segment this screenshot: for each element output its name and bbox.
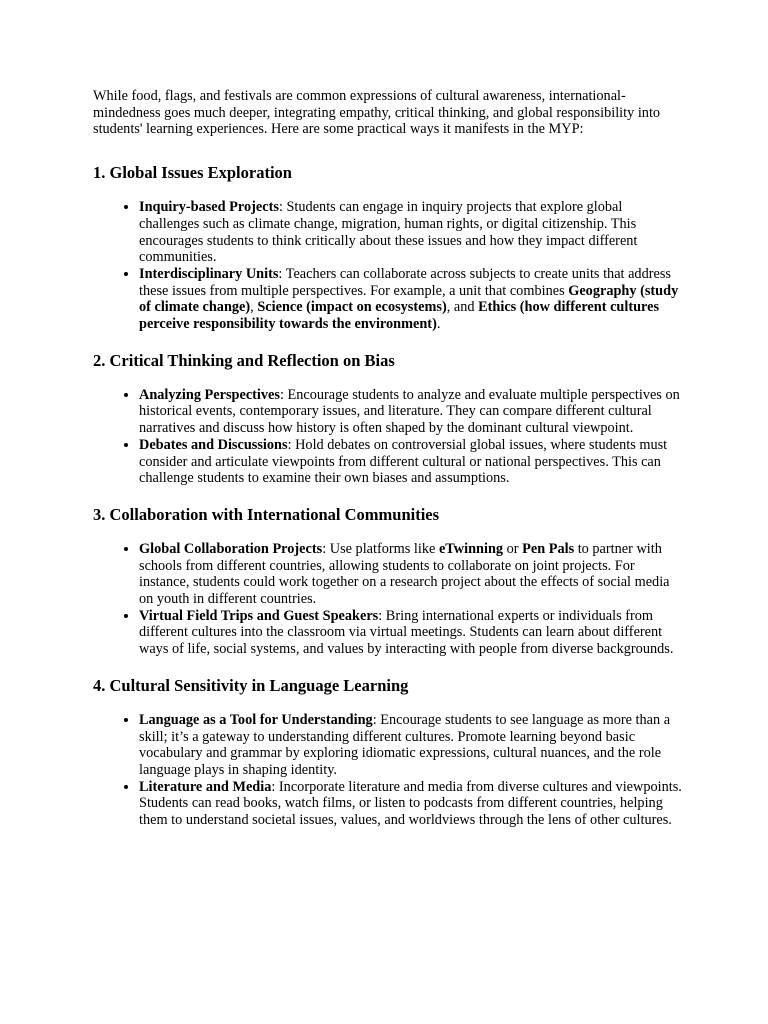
section-4-list: [93, 712, 683, 829]
list-item: [139, 437, 683, 487]
list-item-term: Interdisciplinary Units: [139, 265, 279, 282]
list-item-term: Inquiry-based Projects: [139, 199, 279, 216]
list-item-emphasis: Ethics (how different cultures perceive responsibility towards the environment): [139, 299, 660, 333]
list-item: [139, 387, 683, 437]
list-item-text: : Use platforms like: [322, 540, 439, 557]
list-item-term: Literature and Media: [139, 778, 272, 795]
list-item-text: to partner with schools from different countries, allowing students to collaborate on joint projects. For instance, students could work together on a research project about the effects of social media on youth in different countries.: [139, 540, 670, 608]
list-item-term: Global Collaboration Projects: [139, 540, 323, 557]
list-item-text: , and: [446, 299, 479, 316]
list-item: [139, 712, 683, 779]
list-item-term: Debates and Discussions: [139, 436, 288, 453]
section-1-list: [93, 199, 683, 333]
list-item-term: Language as a Tool for Understanding: [139, 711, 373, 728]
document-content: [93, 88, 683, 829]
section-3-heading: 3. Collaboration with International Communities: [93, 504, 440, 524]
list-item-text: : Bring international experts or individuals from different cultures into the classroom via virtual meetings. Students can learn about different ways of life, social systems, and values by interacting with people from diverse backgrounds.: [139, 607, 674, 658]
section-2-heading: 2. Critical Thinking and Reflection on Bias: [93, 350, 395, 370]
list-item: [139, 541, 683, 608]
list-item-text: or: [503, 540, 523, 557]
list-item: [139, 266, 683, 333]
list-item: [139, 199, 683, 266]
list-item-emphasis: Pen Pals: [522, 540, 575, 557]
list-item-emphasis: Science (impact on ecosystems): [257, 299, 447, 316]
list-item-text: .: [436, 316, 441, 333]
list-item-term: Analyzing Perspectives: [139, 386, 280, 403]
list-item-text: : Students can engage in inquiry projects that explore global challenges such as climate change, migration, human rights, or digital citizenship. This encourages students to think critically about these issues and how they impact different communities.: [139, 199, 638, 266]
list-item-text: ,: [250, 299, 258, 316]
list-item: [139, 608, 683, 658]
list-item-text: : Incorporate literature and media from diverse cultures and viewpoints. Students can read books, watch films, or listen to podcasts from different countries, helping them to understand societal issues, values, and worldviews through the lens of other cultures.: [139, 778, 682, 829]
intro-paragraph: While food, flags, and festivals are common expressions of cultural awareness, international-mindedness goes much deeper, integrating empathy, critical thinking, and global responsibility into students' learning experiences. Here are some practical ways it manifests in the MYP:: [93, 88, 661, 138]
section-3-list: [93, 541, 683, 658]
list-item-text: : Teachers can collaborate across subjects to create units that address these issues from multiple perspectives. For example, a unit that combines: [139, 265, 671, 299]
list-item-emphasis: Geography (study of climate change): [139, 282, 679, 316]
section-4-heading: 4. Cultural Sensitivity in Language Learning: [93, 675, 409, 695]
section-2-list: [93, 387, 683, 487]
list-item: [139, 779, 683, 829]
section-1-heading: 1. Global Issues Exploration: [93, 163, 292, 183]
list-item-text: : Encourage students to analyze and evaluate multiple perspectives on historical events, contemporary issues, and literature. They can compare different cultural narratives and discuss how history is often shaped by the dominant cultural viewpoint.: [139, 386, 680, 437]
list-item-text: : Encourage students to see language as more than a skill; it’s a gateway to understanding different cultures. Promote learning beyond basic vocabulary and grammar by exploring idiomatic expressions, cultural nuances, and the role language plays in shaping identity.: [139, 711, 671, 778]
list-item-emphasis: eTwinning: [438, 540, 504, 557]
list-item-text: : Hold debates on controversial global issues, where students must consider and articulate viewpoints from different cultural or national perspectives. This can challenge students to examine their own biases and assumptions.: [139, 436, 668, 487]
list-item-term: Virtual Field Trips and Guest Speakers: [139, 607, 379, 624]
